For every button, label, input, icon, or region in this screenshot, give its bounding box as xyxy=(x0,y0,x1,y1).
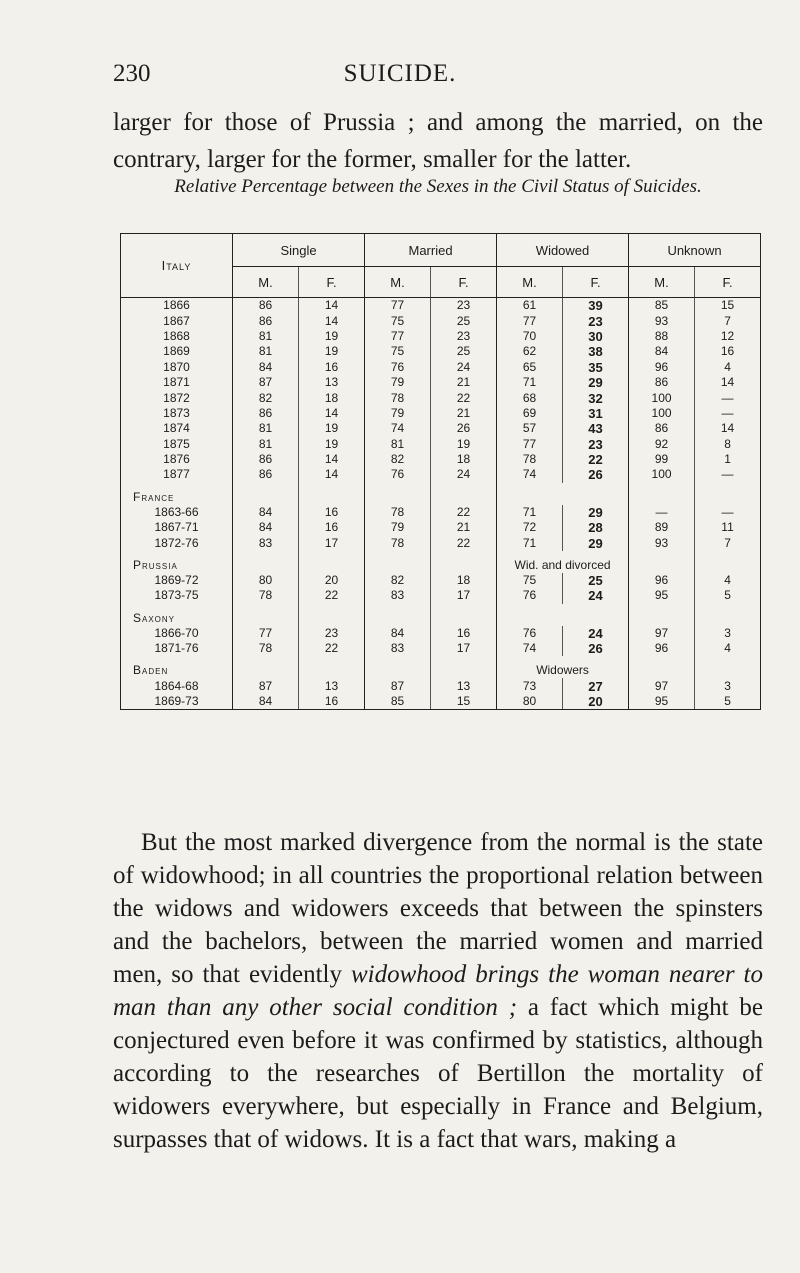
empty-cell xyxy=(299,483,365,505)
percentage-cell: 77 xyxy=(365,329,431,344)
percentage-cell: 19 xyxy=(299,421,365,436)
empty-cell xyxy=(365,604,431,626)
empty-cell xyxy=(299,656,365,678)
percentage-cell: 83 xyxy=(365,588,431,603)
percentage-cell: 92 xyxy=(629,437,695,452)
percentage-cell: 75 xyxy=(365,313,431,328)
percentage-cell: 26 xyxy=(431,421,497,436)
suicide-table-container xyxy=(120,233,760,818)
percentage-cell: 14 xyxy=(299,452,365,467)
percentage-cell: 74 xyxy=(497,641,563,656)
table-row xyxy=(121,375,761,390)
group-header: Married xyxy=(365,234,497,267)
group-header: Unknown xyxy=(629,234,761,267)
percentage-cell: 97 xyxy=(629,626,695,641)
subheader: M. xyxy=(233,267,299,298)
percentage-cell: 23 xyxy=(431,329,497,344)
percentage-cell: 74 xyxy=(497,467,563,482)
percentage-cell: 76 xyxy=(497,588,563,603)
percentage-cell: 78 xyxy=(233,588,299,603)
percentage-cell: 24 xyxy=(563,626,629,641)
table-row xyxy=(121,678,761,693)
percentage-cell: 57 xyxy=(497,421,563,436)
percentage-cell: 100 xyxy=(629,390,695,405)
percentage-cell: 85 xyxy=(365,694,431,710)
percentage-cell: 24 xyxy=(563,588,629,603)
percentage-cell: 87 xyxy=(233,375,299,390)
corner-label: Italy xyxy=(121,234,233,298)
empty-cell xyxy=(629,483,695,505)
percentage-cell: 79 xyxy=(365,406,431,421)
country-name: France xyxy=(121,483,233,505)
empty-cell xyxy=(695,604,761,626)
period-cell: 1867 xyxy=(121,313,233,328)
subheader: F. xyxy=(695,267,761,298)
percentage-cell: 99 xyxy=(629,452,695,467)
percentage-cell: 82 xyxy=(365,452,431,467)
percentage-cell: 71 xyxy=(497,505,563,520)
table-row xyxy=(121,626,761,641)
table-row xyxy=(121,452,761,467)
percentage-cell: 86 xyxy=(629,375,695,390)
country-header-row xyxy=(121,483,761,505)
percentage-cell: 76 xyxy=(365,467,431,482)
percentage-cell: 86 xyxy=(233,313,299,328)
percentage-cell: 3 xyxy=(695,678,761,693)
table-row xyxy=(121,298,761,314)
percentage-cell: 77 xyxy=(497,437,563,452)
percentage-cell: 43 xyxy=(563,421,629,436)
period-cell: 1869 xyxy=(121,344,233,359)
period-cell: 1871 xyxy=(121,375,233,390)
percentage-cell: 76 xyxy=(497,626,563,641)
widowed-column-note: Wid. and divorced xyxy=(497,551,629,573)
empty-cell xyxy=(299,551,365,573)
percentage-cell: 16 xyxy=(695,344,761,359)
period-cell: 1872 xyxy=(121,390,233,405)
percentage-cell: 79 xyxy=(365,520,431,535)
percentage-cell: 25 xyxy=(563,573,629,588)
percentage-cell: 11 xyxy=(695,520,761,535)
period-cell: 1868 xyxy=(121,329,233,344)
percentage-cell: 96 xyxy=(629,573,695,588)
percentage-cell: — xyxy=(695,467,761,482)
percentage-cell: 25 xyxy=(431,344,497,359)
percentage-cell: 7 xyxy=(695,535,761,550)
table-row xyxy=(121,467,761,482)
percentage-cell: 4 xyxy=(695,573,761,588)
percentage-cell: 23 xyxy=(563,313,629,328)
percentage-cell: 79 xyxy=(365,375,431,390)
body-text-part2: a fact which might be conjectured even before it was confirmed by statistics, although according to the researches of Bertillon the mortality of widowers everywhere, but especially in France and Belgium, surpasses that of widows. It is a fact that wars, making a xyxy=(113,994,763,1153)
percentage-cell: 22 xyxy=(299,641,365,656)
percentage-cell: 21 xyxy=(431,406,497,421)
percentage-cell: 87 xyxy=(233,678,299,693)
percentage-cell: 19 xyxy=(431,437,497,452)
percentage-cell: 23 xyxy=(563,437,629,452)
percentage-cell: 78 xyxy=(233,641,299,656)
percentage-cell: 13 xyxy=(299,678,365,693)
period-cell: 1869-72 xyxy=(121,573,233,588)
table-row xyxy=(121,421,761,436)
percentage-cell: 35 xyxy=(563,360,629,375)
percentage-cell: 39 xyxy=(563,298,629,314)
period-cell: 1869-73 xyxy=(121,694,233,710)
percentage-cell: 24 xyxy=(431,467,497,482)
percentage-cell: 4 xyxy=(695,641,761,656)
percentage-cell: 78 xyxy=(365,535,431,550)
period-cell: 1877 xyxy=(121,467,233,482)
percentage-cell: — xyxy=(695,406,761,421)
table-row xyxy=(121,694,761,710)
table-row xyxy=(121,360,761,375)
percentage-cell: 73 xyxy=(497,678,563,693)
percentage-cell: 78 xyxy=(365,390,431,405)
percentage-cell: 88 xyxy=(629,329,695,344)
percentage-cell: 68 xyxy=(497,390,563,405)
percentage-cell: 27 xyxy=(563,678,629,693)
empty-cell xyxy=(431,483,497,505)
country-name: Prussia xyxy=(121,551,233,573)
percentage-cell: 97 xyxy=(629,678,695,693)
empty-cell xyxy=(233,551,299,573)
subheader: M. xyxy=(365,267,431,298)
percentage-cell: 20 xyxy=(563,694,629,710)
percentage-cell: 23 xyxy=(431,298,497,314)
percentage-cell: 14 xyxy=(299,313,365,328)
percentage-cell: 15 xyxy=(431,694,497,710)
table-row xyxy=(121,520,761,535)
percentage-cell: 26 xyxy=(563,467,629,482)
percentage-cell: 16 xyxy=(299,505,365,520)
country-header-row xyxy=(121,604,761,626)
percentage-cell: 18 xyxy=(431,452,497,467)
percentage-cell: 15 xyxy=(695,298,761,314)
widowed-column-note xyxy=(497,604,629,626)
percentage-cell: 84 xyxy=(233,360,299,375)
percentage-cell: 19 xyxy=(299,437,365,452)
percentage-cell: 100 xyxy=(629,406,695,421)
percentage-cell: 87 xyxy=(365,678,431,693)
subheader: M. xyxy=(497,267,563,298)
percentage-cell: 86 xyxy=(233,406,299,421)
percentage-cell: 23 xyxy=(299,626,365,641)
empty-cell xyxy=(233,483,299,505)
period-cell: 1870 xyxy=(121,360,233,375)
period-cell: 1874 xyxy=(121,421,233,436)
percentage-cell: 86 xyxy=(629,421,695,436)
percentage-cell: 93 xyxy=(629,313,695,328)
empty-cell xyxy=(695,656,761,678)
percentage-cell: 81 xyxy=(233,421,299,436)
widowed-column-note: Widowers xyxy=(497,656,629,678)
table-row xyxy=(121,573,761,588)
percentage-cell: 82 xyxy=(233,390,299,405)
percentage-cell: 82 xyxy=(365,573,431,588)
percentage-cell: 26 xyxy=(563,641,629,656)
country-header-row xyxy=(121,656,761,678)
period-cell: 1864-68 xyxy=(121,678,233,693)
group-header: Single xyxy=(233,234,365,267)
percentage-cell: 14 xyxy=(299,406,365,421)
percentage-cell: 7 xyxy=(695,313,761,328)
percentage-cell: 22 xyxy=(563,452,629,467)
percentage-cell: 86 xyxy=(233,452,299,467)
subheader: F. xyxy=(563,267,629,298)
empty-cell xyxy=(431,604,497,626)
percentage-cell: 29 xyxy=(563,505,629,520)
body-text-emphasis: widowhood brings the woman nearer to man than any other social condition ; xyxy=(113,961,764,1021)
percentage-cell: 77 xyxy=(233,626,299,641)
percentage-cell: 83 xyxy=(233,535,299,550)
percentage-cell: 80 xyxy=(233,573,299,588)
percentage-cell: 16 xyxy=(299,520,365,535)
table-row xyxy=(121,329,761,344)
percentage-cell: 17 xyxy=(431,641,497,656)
table-row xyxy=(121,406,761,421)
group-header: Widowed xyxy=(497,234,629,267)
percentage-cell: 77 xyxy=(497,313,563,328)
percentage-cell: 8 xyxy=(695,437,761,452)
percentage-cell: 24 xyxy=(431,360,497,375)
period-cell: 1872-76 xyxy=(121,535,233,550)
empty-cell xyxy=(431,656,497,678)
table-row xyxy=(121,588,761,603)
period-cell: 1867-71 xyxy=(121,520,233,535)
percentage-cell: 1 xyxy=(695,452,761,467)
page-header xyxy=(0,60,800,100)
percentage-cell: 14 xyxy=(695,375,761,390)
percentage-cell: 84 xyxy=(233,520,299,535)
percentage-cell: 5 xyxy=(695,588,761,603)
percentage-cell: 84 xyxy=(365,626,431,641)
percentage-cell: 71 xyxy=(497,535,563,550)
empty-cell xyxy=(299,604,365,626)
percentage-cell: 14 xyxy=(695,421,761,436)
table-row xyxy=(121,505,761,520)
percentage-cell: 76 xyxy=(365,360,431,375)
percentage-cell: 81 xyxy=(365,437,431,452)
period-cell: 1863-66 xyxy=(121,505,233,520)
percentage-cell: 14 xyxy=(299,467,365,482)
percentage-cell: 100 xyxy=(629,467,695,482)
percentage-cell: 78 xyxy=(497,452,563,467)
percentage-cell: 22 xyxy=(431,535,497,550)
percentage-cell: 86 xyxy=(233,298,299,314)
percentage-cell: 95 xyxy=(629,694,695,710)
percentage-cell: 31 xyxy=(563,406,629,421)
percentage-cell: 32 xyxy=(563,390,629,405)
page-number: 230 xyxy=(113,60,151,87)
percentage-cell: 29 xyxy=(563,375,629,390)
percentage-cell: 22 xyxy=(299,588,365,603)
percentage-cell: 69 xyxy=(497,406,563,421)
percentage-cell: 89 xyxy=(629,520,695,535)
empty-cell xyxy=(233,656,299,678)
percentage-cell: 38 xyxy=(563,344,629,359)
percentage-cell: 25 xyxy=(431,313,497,328)
table-row xyxy=(121,344,761,359)
percentage-cell: 4 xyxy=(695,360,761,375)
empty-cell xyxy=(695,551,761,573)
percentage-cell: 81 xyxy=(233,329,299,344)
percentage-cell: — xyxy=(695,390,761,405)
percentage-cell: 28 xyxy=(563,520,629,535)
widowed-column-note xyxy=(497,483,629,505)
intro-paragraph: larger for those of Prussia ; and among the married, on the contrary, larger for the former, smaller for the latter. xyxy=(113,109,763,173)
percentage-cell: 61 xyxy=(497,298,563,314)
period-cell: 1873-75 xyxy=(121,588,233,603)
table-row xyxy=(121,313,761,328)
percentage-cell: 18 xyxy=(299,390,365,405)
empty-cell xyxy=(629,604,695,626)
country-name: Saxony xyxy=(121,604,233,626)
percentage-cell: 75 xyxy=(497,573,563,588)
percentage-cell: 95 xyxy=(629,588,695,603)
empty-cell xyxy=(365,656,431,678)
percentage-cell: 20 xyxy=(299,573,365,588)
subheader: F. xyxy=(299,267,365,298)
percentage-cell: 71 xyxy=(497,375,563,390)
percentage-cell: 18 xyxy=(431,573,497,588)
empty-cell xyxy=(629,656,695,678)
empty-cell xyxy=(695,483,761,505)
percentage-cell: 84 xyxy=(233,505,299,520)
percentage-cell: 77 xyxy=(365,298,431,314)
percentage-cell: 16 xyxy=(299,360,365,375)
percentage-cell: 80 xyxy=(497,694,563,710)
percentage-cell: 29 xyxy=(563,535,629,550)
percentage-cell: 75 xyxy=(365,344,431,359)
empty-cell xyxy=(233,604,299,626)
percentage-cell: 62 xyxy=(497,344,563,359)
percentage-cell: 84 xyxy=(233,694,299,710)
percentage-cell: 65 xyxy=(497,360,563,375)
percentage-cell: — xyxy=(695,505,761,520)
percentage-cell: 17 xyxy=(299,535,365,550)
table-row xyxy=(121,641,761,656)
period-cell: 1873 xyxy=(121,406,233,421)
percentage-cell: 14 xyxy=(299,298,365,314)
table-row xyxy=(121,437,761,452)
table-row xyxy=(121,390,761,405)
period-cell: 1866-70 xyxy=(121,626,233,641)
body-text-part1: But the most marked divergence from the normal is the state of widowhood; in all countries the proportional relation between the widows and widowers exceeds that between the spinsters and the bachelors, between the married women and married men, so that evidently xyxy=(113,829,763,988)
percentage-cell: 3 xyxy=(695,626,761,641)
civil-status-table xyxy=(120,233,761,710)
subheader: F. xyxy=(431,267,497,298)
percentage-cell: 12 xyxy=(695,329,761,344)
table-body xyxy=(121,298,761,710)
country-name: Baden xyxy=(121,656,233,678)
percentage-cell: 22 xyxy=(431,390,497,405)
country-header-row xyxy=(121,551,761,573)
percentage-cell: 93 xyxy=(629,535,695,550)
period-cell: 1876 xyxy=(121,452,233,467)
percentage-cell: 96 xyxy=(629,360,695,375)
percentage-cell: 19 xyxy=(299,329,365,344)
table-row xyxy=(121,535,761,550)
percentage-cell: 21 xyxy=(431,375,497,390)
percentage-cell: 84 xyxy=(629,344,695,359)
percentage-cell: 13 xyxy=(299,375,365,390)
period-cell: 1875 xyxy=(121,437,233,452)
percentage-cell: 83 xyxy=(365,641,431,656)
percentage-cell: — xyxy=(629,505,695,520)
percentage-cell: 96 xyxy=(629,641,695,656)
percentage-cell: 19 xyxy=(299,344,365,359)
body-paragraph xyxy=(113,826,763,1156)
percentage-cell: 17 xyxy=(431,588,497,603)
percentage-cell: 21 xyxy=(431,520,497,535)
table-caption: Relative Percentage between the Sexes in the Civil Status of Suicides. xyxy=(174,176,702,197)
percentage-cell: 22 xyxy=(431,505,497,520)
percentage-cell: 81 xyxy=(233,344,299,359)
empty-cell xyxy=(431,551,497,573)
period-cell: 1871-76 xyxy=(121,641,233,656)
percentage-cell: 16 xyxy=(431,626,497,641)
empty-cell xyxy=(629,551,695,573)
empty-cell xyxy=(365,483,431,505)
percentage-cell: 86 xyxy=(233,467,299,482)
percentage-cell: 74 xyxy=(365,421,431,436)
percentage-cell: 72 xyxy=(497,520,563,535)
empty-cell xyxy=(365,551,431,573)
percentage-cell: 13 xyxy=(431,678,497,693)
percentage-cell: 70 xyxy=(497,329,563,344)
percentage-cell: 30 xyxy=(563,329,629,344)
running-title: SUICIDE. xyxy=(343,60,457,87)
percentage-cell: 16 xyxy=(299,694,365,710)
percentage-cell: 81 xyxy=(233,437,299,452)
period-cell: 1866 xyxy=(121,298,233,314)
percentage-cell: 5 xyxy=(695,694,761,710)
subheader: M. xyxy=(629,267,695,298)
percentage-cell: 85 xyxy=(629,298,695,314)
percentage-cell: 78 xyxy=(365,505,431,520)
